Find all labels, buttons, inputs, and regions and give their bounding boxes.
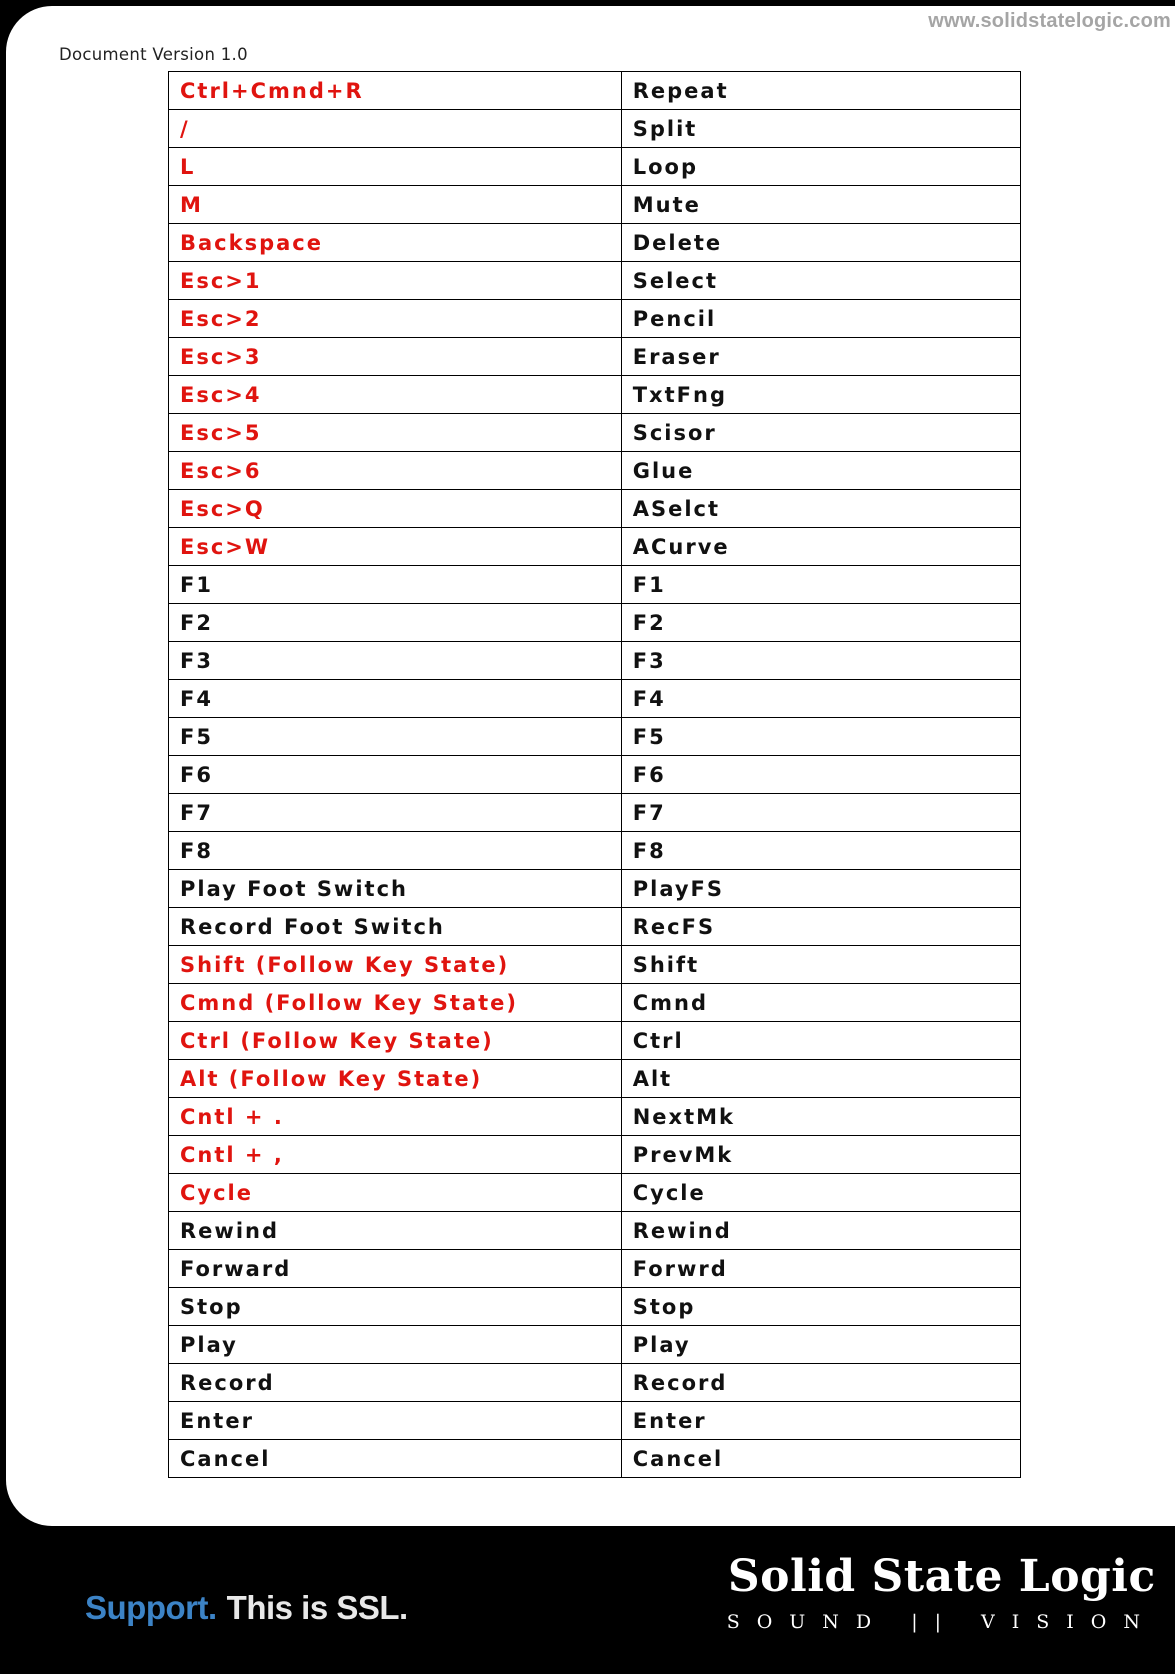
key-cell: F3 <box>169 642 622 680</box>
action-cell: Record <box>621 1364 1020 1402</box>
brand-tagline: SOUND || VISION <box>726 1611 1157 1633</box>
key-cell: F2 <box>169 604 622 642</box>
action-cell: TxtFng <box>621 376 1020 414</box>
key-cell: Cycle <box>169 1174 622 1212</box>
action-cell: Repeat <box>621 72 1020 110</box>
key-cell: Esc>4 <box>169 376 622 414</box>
key-cell: Ctrl+Cmnd+R <box>169 72 622 110</box>
table-row <box>169 1022 1021 1060</box>
table-row <box>169 718 1021 756</box>
action-cell: NextMk <box>621 1098 1020 1136</box>
key-cell: F1 <box>169 566 622 604</box>
table-row <box>169 414 1021 452</box>
table-row <box>169 528 1021 566</box>
action-cell: PrevMk <box>621 1136 1020 1174</box>
table-row <box>169 984 1021 1022</box>
action-cell: Loop <box>621 148 1020 186</box>
table-row <box>169 908 1021 946</box>
action-cell: Play <box>621 1326 1020 1364</box>
key-cell: Esc>Q <box>169 490 622 528</box>
action-cell: Scisor <box>621 414 1020 452</box>
key-cell: Cmnd (Follow Key State) <box>169 984 622 1022</box>
table-row <box>169 832 1021 870</box>
table-row <box>169 794 1021 832</box>
table-row <box>169 186 1021 224</box>
key-cell: Record <box>169 1364 622 1402</box>
action-cell: F6 <box>621 756 1020 794</box>
action-cell: Shift <box>621 946 1020 984</box>
key-cell: L <box>169 148 622 186</box>
action-cell: Cmnd <box>621 984 1020 1022</box>
table-row <box>169 300 1021 338</box>
table-row <box>169 110 1021 148</box>
key-cell: Esc>1 <box>169 262 622 300</box>
key-cell: F6 <box>169 756 622 794</box>
action-cell: F5 <box>621 718 1020 756</box>
action-cell: F8 <box>621 832 1020 870</box>
action-cell: Forwrd <box>621 1250 1020 1288</box>
brand-logo <box>727 1552 1157 1634</box>
key-cell: Shift (Follow Key State) <box>169 946 622 984</box>
footer-banner <box>0 1526 1175 1674</box>
action-cell: ASelct <box>621 490 1020 528</box>
action-cell: Cancel <box>621 1440 1020 1478</box>
key-cell: F8 <box>169 832 622 870</box>
table-row <box>169 452 1021 490</box>
action-cell: Alt <box>621 1060 1020 1098</box>
table-row <box>169 376 1021 414</box>
website-url: www.solidstatelogic.com <box>928 10 1171 32</box>
support-word: Support. <box>85 1589 217 1626</box>
table-row <box>169 756 1021 794</box>
table-row <box>169 1440 1021 1478</box>
table-row <box>169 604 1021 642</box>
table-row <box>169 680 1021 718</box>
key-cell: Play Foot Switch <box>169 870 622 908</box>
key-cell: Backspace <box>169 224 622 262</box>
action-cell: F4 <box>621 680 1020 718</box>
action-cell: F2 <box>621 604 1020 642</box>
table-row <box>169 1402 1021 1440</box>
key-cell: Rewind <box>169 1212 622 1250</box>
key-cell: Esc>2 <box>169 300 622 338</box>
key-cell: F4 <box>169 680 622 718</box>
key-cell: Cntl + , <box>169 1136 622 1174</box>
key-cell: Forward <box>169 1250 622 1288</box>
document-version: Document Version 1.0 <box>59 45 248 64</box>
table-row <box>169 1098 1021 1136</box>
table-row <box>169 1364 1021 1402</box>
key-cell: Alt (Follow Key State) <box>169 1060 622 1098</box>
action-cell: Delete <box>621 224 1020 262</box>
table-row <box>169 566 1021 604</box>
key-cell: Enter <box>169 1402 622 1440</box>
action-cell: Enter <box>621 1402 1020 1440</box>
action-cell: Ctrl <box>621 1022 1020 1060</box>
table-row <box>169 1060 1021 1098</box>
key-cell: Cntl + . <box>169 1098 622 1136</box>
key-cell: Stop <box>169 1288 622 1326</box>
action-cell: F3 <box>621 642 1020 680</box>
action-cell: F1 <box>621 566 1020 604</box>
key-cell: Esc>3 <box>169 338 622 376</box>
action-cell: Eraser <box>621 338 1020 376</box>
key-cell: Esc>W <box>169 528 622 566</box>
action-cell: F7 <box>621 794 1020 832</box>
table-row <box>169 148 1021 186</box>
table-row <box>169 1212 1021 1250</box>
key-cell: Cancel <box>169 1440 622 1478</box>
table-row <box>169 490 1021 528</box>
document-page <box>6 6 1175 1526</box>
table-row <box>169 72 1021 110</box>
table-row <box>169 1136 1021 1174</box>
key-cell: / <box>169 110 622 148</box>
key-cell: F7 <box>169 794 622 832</box>
key-cell: Play <box>169 1326 622 1364</box>
action-cell: Mute <box>621 186 1020 224</box>
table-row <box>169 946 1021 984</box>
action-cell: Stop <box>621 1288 1020 1326</box>
key-cell: Ctrl (Follow Key State) <box>169 1022 622 1060</box>
brand-name: Solid State Logic <box>727 1551 1156 1602</box>
table-row <box>169 1174 1021 1212</box>
key-cell: Esc>6 <box>169 452 622 490</box>
table-row <box>169 224 1021 262</box>
action-cell: PlayFS <box>621 870 1020 908</box>
key-cell: F5 <box>169 718 622 756</box>
table-row <box>169 870 1021 908</box>
action-cell: Glue <box>621 452 1020 490</box>
key-mapping-table <box>168 71 1021 1478</box>
action-cell: Cycle <box>621 1174 1020 1212</box>
key-cell: Esc>5 <box>169 414 622 452</box>
action-cell: Split <box>621 110 1020 148</box>
key-cell: M <box>169 186 622 224</box>
table-row <box>169 642 1021 680</box>
table-row <box>169 1326 1021 1364</box>
action-cell: RecFS <box>621 908 1020 946</box>
table-row <box>169 262 1021 300</box>
action-cell: Select <box>621 262 1020 300</box>
key-cell: Record Foot Switch <box>169 908 622 946</box>
table-row <box>169 1288 1021 1326</box>
action-cell: Rewind <box>621 1212 1020 1250</box>
action-cell: ACurve <box>621 528 1020 566</box>
table-row <box>169 1250 1021 1288</box>
table-row <box>169 338 1021 376</box>
action-cell: Pencil <box>621 300 1020 338</box>
tagline: This is SSL. <box>226 1589 408 1626</box>
support-slogan <box>85 1589 408 1627</box>
